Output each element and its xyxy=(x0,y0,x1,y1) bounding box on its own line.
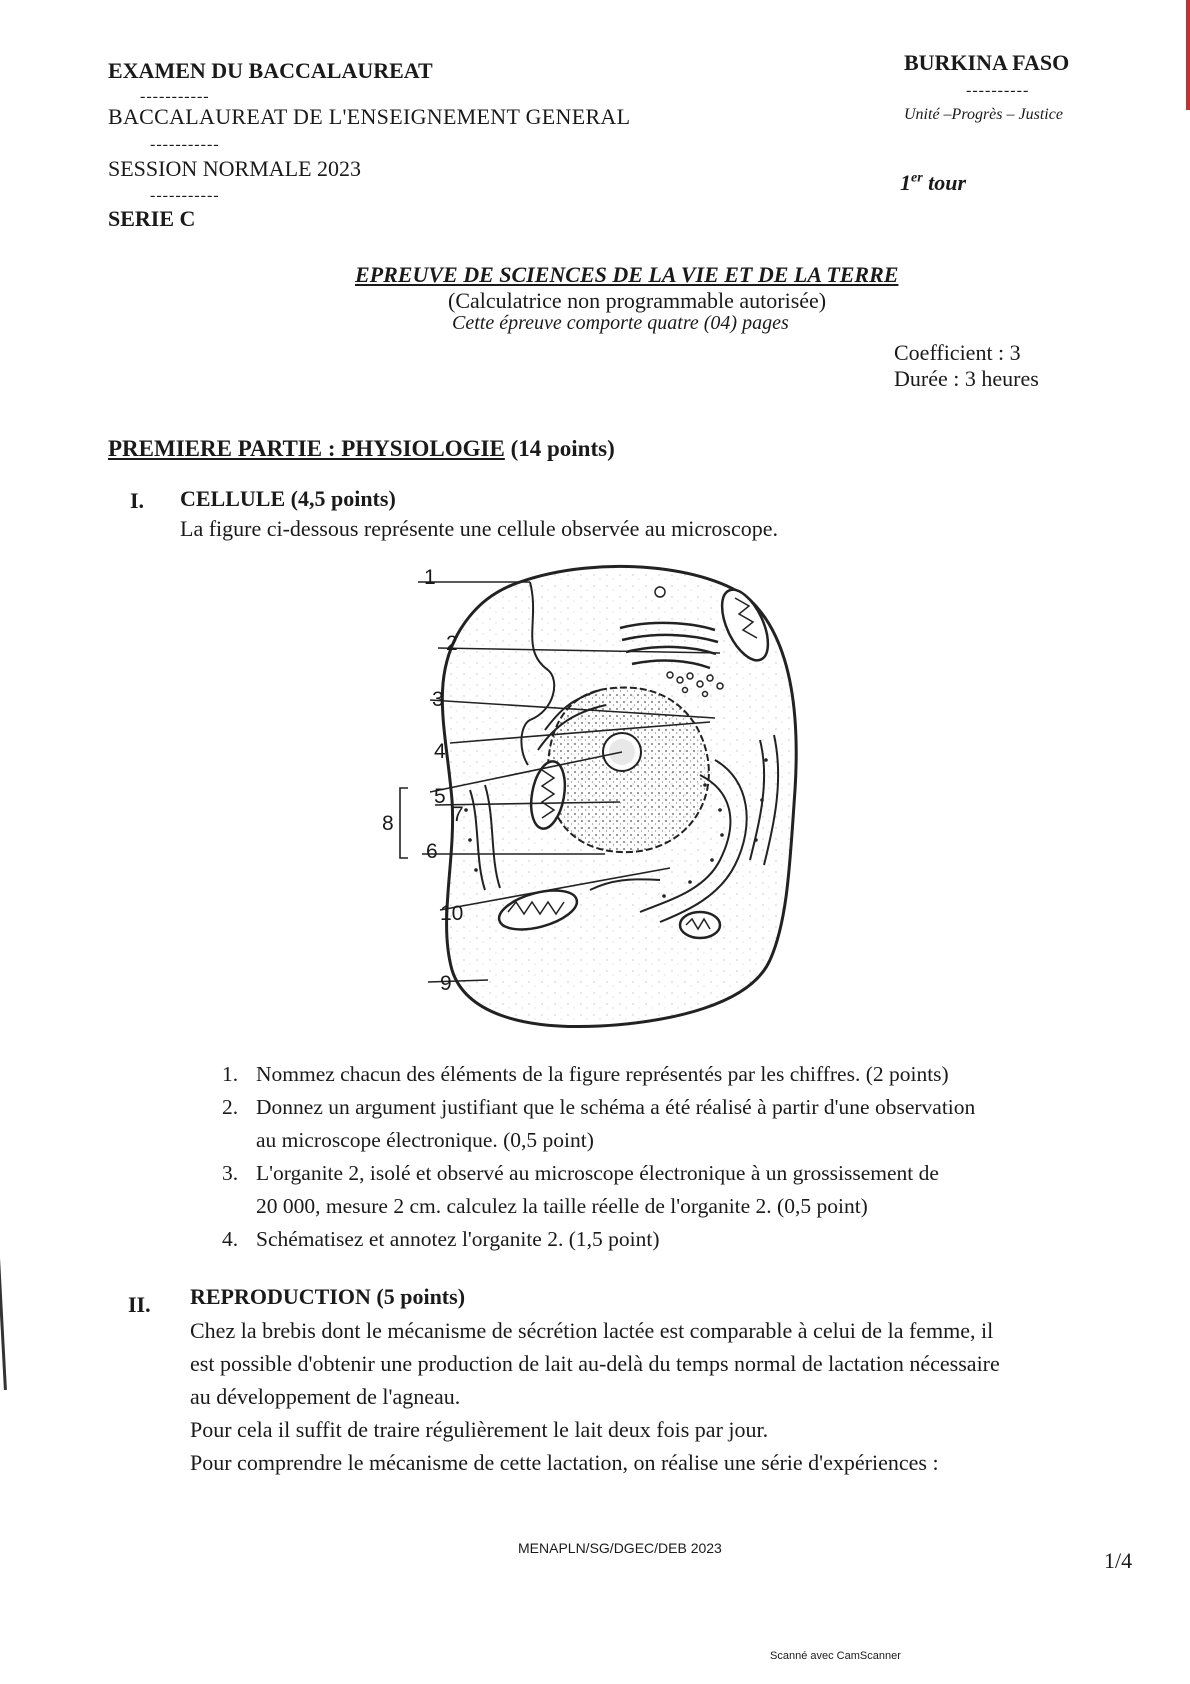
body-line: Pour cela il suffit de traire régulièrement le lait deux fois par jour. xyxy=(190,1417,769,1442)
figure-label: 10 xyxy=(440,902,464,925)
divider: ----------- xyxy=(140,88,210,105)
figure-label: 3 xyxy=(432,688,444,711)
country: BURKINA FASO xyxy=(904,50,1070,75)
figure-label: 5 xyxy=(434,785,446,808)
body-line: est possible d'obtenir une production de lait au-delà du temps normal de lactation nécessaire xyxy=(190,1351,1000,1376)
section-title: CELLULE (4,5 points) xyxy=(180,486,396,511)
scanner-watermark: Scanné avec CamScanner xyxy=(770,1650,901,1662)
exam-title: EXAMEN DU BACCALAUREAT xyxy=(108,58,433,83)
divider: ----------- xyxy=(150,187,220,204)
figure-label: 2 xyxy=(446,632,458,655)
question-item: 2. Donnez un argument justifiant que le schéma a été réalisé à partir d'une observation au microscope électronique. (0,5 point) xyxy=(222,1095,976,1152)
section-number: I. xyxy=(130,488,145,513)
page-count-note: Cette épreuve comporte quatre (04) pages xyxy=(452,312,789,334)
page-number: 1/4 xyxy=(1104,1548,1133,1573)
question-item: 4. Schématisez et annotez l'organite 2. (1,5 point) xyxy=(222,1227,660,1251)
epreuve-title: EPREUVE DE SCIENCES DE LA VIE ET DE LA TERRE xyxy=(355,262,899,287)
divider: ---------- xyxy=(966,82,1030,99)
calculator-note: (Calculatrice non programmable autorisée) xyxy=(448,288,827,313)
scan-edge-line xyxy=(0,1240,7,1390)
question-item: 3. L'organite 2, isolé et observé au microscope électronique à un grossissement de 20 000, mesure 2 cm. calculez la taille réelle de l'organite 2. (0,5 point) xyxy=(222,1161,939,1218)
divider: ----------- xyxy=(150,136,220,153)
session: SESSION NORMALE 2023 xyxy=(108,156,362,181)
figure-label: 4 xyxy=(434,740,446,763)
question-list xyxy=(222,1058,975,1256)
body-line: Pour comprendre le mécanisme de cette lactation, on réalise une série d'expériences : xyxy=(190,1450,939,1475)
figure-label: 1 xyxy=(424,566,436,589)
exam-round: 1er tour xyxy=(900,170,967,195)
duration: Durée : 3 heures xyxy=(894,366,1039,391)
figure-label: 6 xyxy=(426,840,438,863)
section-title: REPRODUCTION (5 points) xyxy=(190,1284,466,1309)
figure-label: 7 xyxy=(452,803,464,826)
scan-edge-mark xyxy=(1186,0,1190,110)
motto: Unité –Progrès – Justice xyxy=(904,106,1063,123)
part-title: PREMIERE PARTIE : PHYSIOLOGIE (14 points) xyxy=(108,436,615,461)
section-number: II. xyxy=(128,1292,151,1317)
section-intro: La figure ci-dessous représente une cellule observée au microscope. xyxy=(180,516,779,541)
figure-label: 8 xyxy=(382,812,394,835)
body-line: au développement de l'agneau. xyxy=(190,1384,461,1409)
question-item: 1. Nommez chacun des éléments de la figure représentés par les chiffres. (2 points) xyxy=(222,1062,949,1086)
coefficient: Coefficient : 3 xyxy=(894,340,1021,365)
bac-type: BACCALAUREAT DE L'ENSEIGNEMENT GENERAL xyxy=(108,104,631,129)
serie: SERIE C xyxy=(108,206,196,231)
figure-label: 9 xyxy=(440,972,452,995)
body-line: Chez la brebis dont le mécanisme de sécrétion lactée est comparable à celui de la femme, il xyxy=(190,1318,994,1343)
section-body xyxy=(190,1314,1000,1479)
footer-reference: MENAPLN/SG/DGEC/DEB 2023 xyxy=(518,1540,722,1556)
